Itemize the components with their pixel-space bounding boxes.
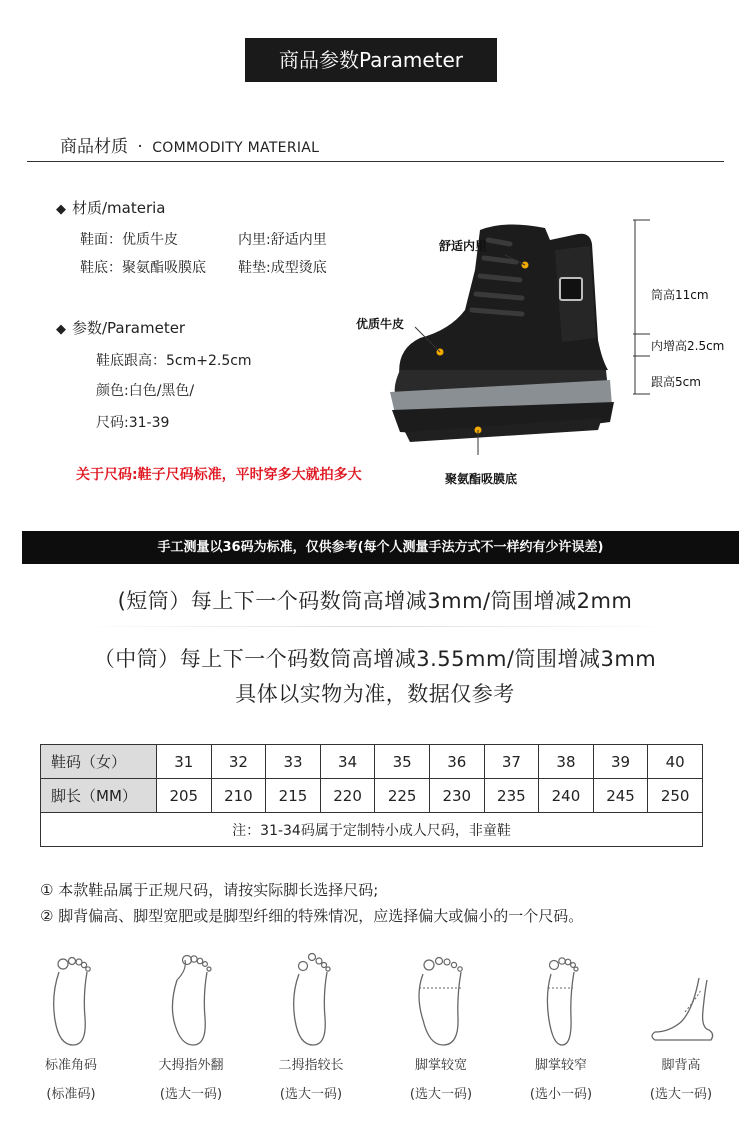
size-cell: 35 xyxy=(375,745,430,779)
foot-label: 脚掌较宽 xyxy=(414,1058,467,1073)
spec-upper: 鞋面：优质牛皮 xyxy=(80,232,178,248)
foot-label: 标准角码 xyxy=(44,1058,97,1073)
length-cell: 235 xyxy=(484,779,539,813)
foot-advice: (选小一码) xyxy=(529,1087,593,1102)
length-cell: 230 xyxy=(429,779,484,813)
table-row-note xyxy=(41,813,703,847)
length-cell: 205 xyxy=(157,779,212,813)
material-heading xyxy=(56,197,166,218)
section-title-material xyxy=(60,132,319,157)
length-cell: 215 xyxy=(266,779,321,813)
size-cell: 36 xyxy=(429,745,484,779)
increment-short: (短筒）每上下一个码数筒高增减3mm/筒围增减2mm xyxy=(117,589,633,613)
foot-long-second-toe-icon xyxy=(281,950,341,1050)
foot-type-narrow xyxy=(506,950,616,1102)
parameter-heading-text: 参数/Parameter xyxy=(72,319,186,337)
foot-high-instep-icon xyxy=(641,950,721,1050)
parameter-heading xyxy=(56,317,185,338)
size-cell: 38 xyxy=(539,745,594,779)
length-cell: 250 xyxy=(648,779,703,813)
length-cell: 240 xyxy=(539,779,594,813)
callout-leather: 优质牛皮 xyxy=(356,317,405,331)
boot-image xyxy=(390,224,614,442)
dimension-shaft-height: 筒高11cm xyxy=(651,288,709,302)
spec-size: 尺码:31-39 xyxy=(96,415,170,431)
spec-sole: 鞋底：聚氨酯吸膜底 xyxy=(80,260,206,276)
foot-type-wide xyxy=(386,950,496,1102)
foot-advice: (选大一码) xyxy=(159,1087,223,1102)
tip-1: ① 本款鞋品属于正规尺码，请按实际脚长选择尺码; xyxy=(40,881,379,899)
spec-color: 颜色:白色/黑色/ xyxy=(96,383,195,399)
length-cell: 225 xyxy=(375,779,430,813)
page-title: 商品参数Parameter xyxy=(245,38,497,82)
table-row-sizes xyxy=(41,745,703,779)
dimension-heel-height: 跟高5cm xyxy=(651,375,701,389)
foot-wide-icon xyxy=(411,950,471,1050)
spec-insole: 鞋垫:成型烫底 xyxy=(238,260,327,276)
callout-lining: 舒适内里 xyxy=(439,239,488,253)
size-cell: 34 xyxy=(320,745,375,779)
foot-standard-icon xyxy=(41,950,101,1050)
section-title-en: COMMODITY MATERIAL xyxy=(152,140,320,156)
foot-label: 脚背高 xyxy=(661,1058,701,1073)
foot-advice: (选大一码) xyxy=(649,1087,713,1102)
size-cell: 37 xyxy=(484,745,539,779)
length-cell: 210 xyxy=(211,779,266,813)
foot-advice: (标准码) xyxy=(46,1087,96,1102)
foot-type-high-instep xyxy=(626,950,736,1102)
size-warning: 关于尺码:鞋子尺码标准，平时穿多大就拍多大 xyxy=(76,467,362,483)
foot-type-long-second-toe xyxy=(256,950,366,1102)
length-cell: 220 xyxy=(320,779,375,813)
foot-label: 大拇指外翻 xyxy=(158,1058,224,1073)
spec-lining: 内里:舒适内里 xyxy=(238,232,327,248)
section-title-cn: 商品材质 xyxy=(60,137,128,157)
row-label-length: 脚长（MM） xyxy=(41,779,157,813)
size-table xyxy=(40,744,703,847)
size-cell: 33 xyxy=(266,745,321,779)
foot-narrow-icon xyxy=(531,950,591,1050)
section-divider xyxy=(27,161,724,162)
increment-divider xyxy=(75,626,675,627)
measurement-notice: 手工测量以36码为标准，仅供参考(每个人测量手法方式不一样约有少许误差) xyxy=(22,531,739,564)
diamond-bullet-icon: ◆ xyxy=(56,202,66,217)
callout-sole: 聚氨酯吸膜底 xyxy=(445,472,518,486)
foot-type-bunion xyxy=(136,950,246,1102)
section-title-dot: · xyxy=(137,137,143,157)
size-cell: 31 xyxy=(157,745,212,779)
foot-label: 脚掌较窄 xyxy=(534,1058,587,1073)
foot-label: 二拇指较长 xyxy=(278,1058,344,1073)
increment-mid: （中筒）每上下一个码数筒高增减3.55mm/筒围增减3mm xyxy=(93,647,657,671)
row-label-size: 鞋码（女） xyxy=(41,745,157,779)
diamond-bullet-icon: ◆ xyxy=(56,322,66,337)
foot-type-standard xyxy=(16,950,126,1102)
foot-advice: (选大一码) xyxy=(279,1087,343,1102)
increment-note: 具体以实物为准，数据仅参考 xyxy=(235,682,515,706)
size-cell: 40 xyxy=(648,745,703,779)
size-table-note: 注：31-34码属于定制特小成人尺码，非童鞋 xyxy=(41,813,703,847)
tip-2: ② 脚背偏高、脚型宽肥或是脚型纤细的特殊情况，应选择偏大或偏小的一个尺码。 xyxy=(40,907,584,925)
table-row-lengths xyxy=(41,779,703,813)
length-cell: 245 xyxy=(593,779,648,813)
size-cell: 32 xyxy=(211,745,266,779)
material-heading-text: 材质/materia xyxy=(72,199,166,217)
foot-bunion-icon xyxy=(161,950,221,1050)
size-cell: 39 xyxy=(593,745,648,779)
foot-advice: (选大一码) xyxy=(409,1087,473,1102)
dimension-inner-height: 内增高2.5cm xyxy=(651,339,725,353)
spec-heel: 鞋底跟高：5cm+2.5cm xyxy=(96,353,252,369)
